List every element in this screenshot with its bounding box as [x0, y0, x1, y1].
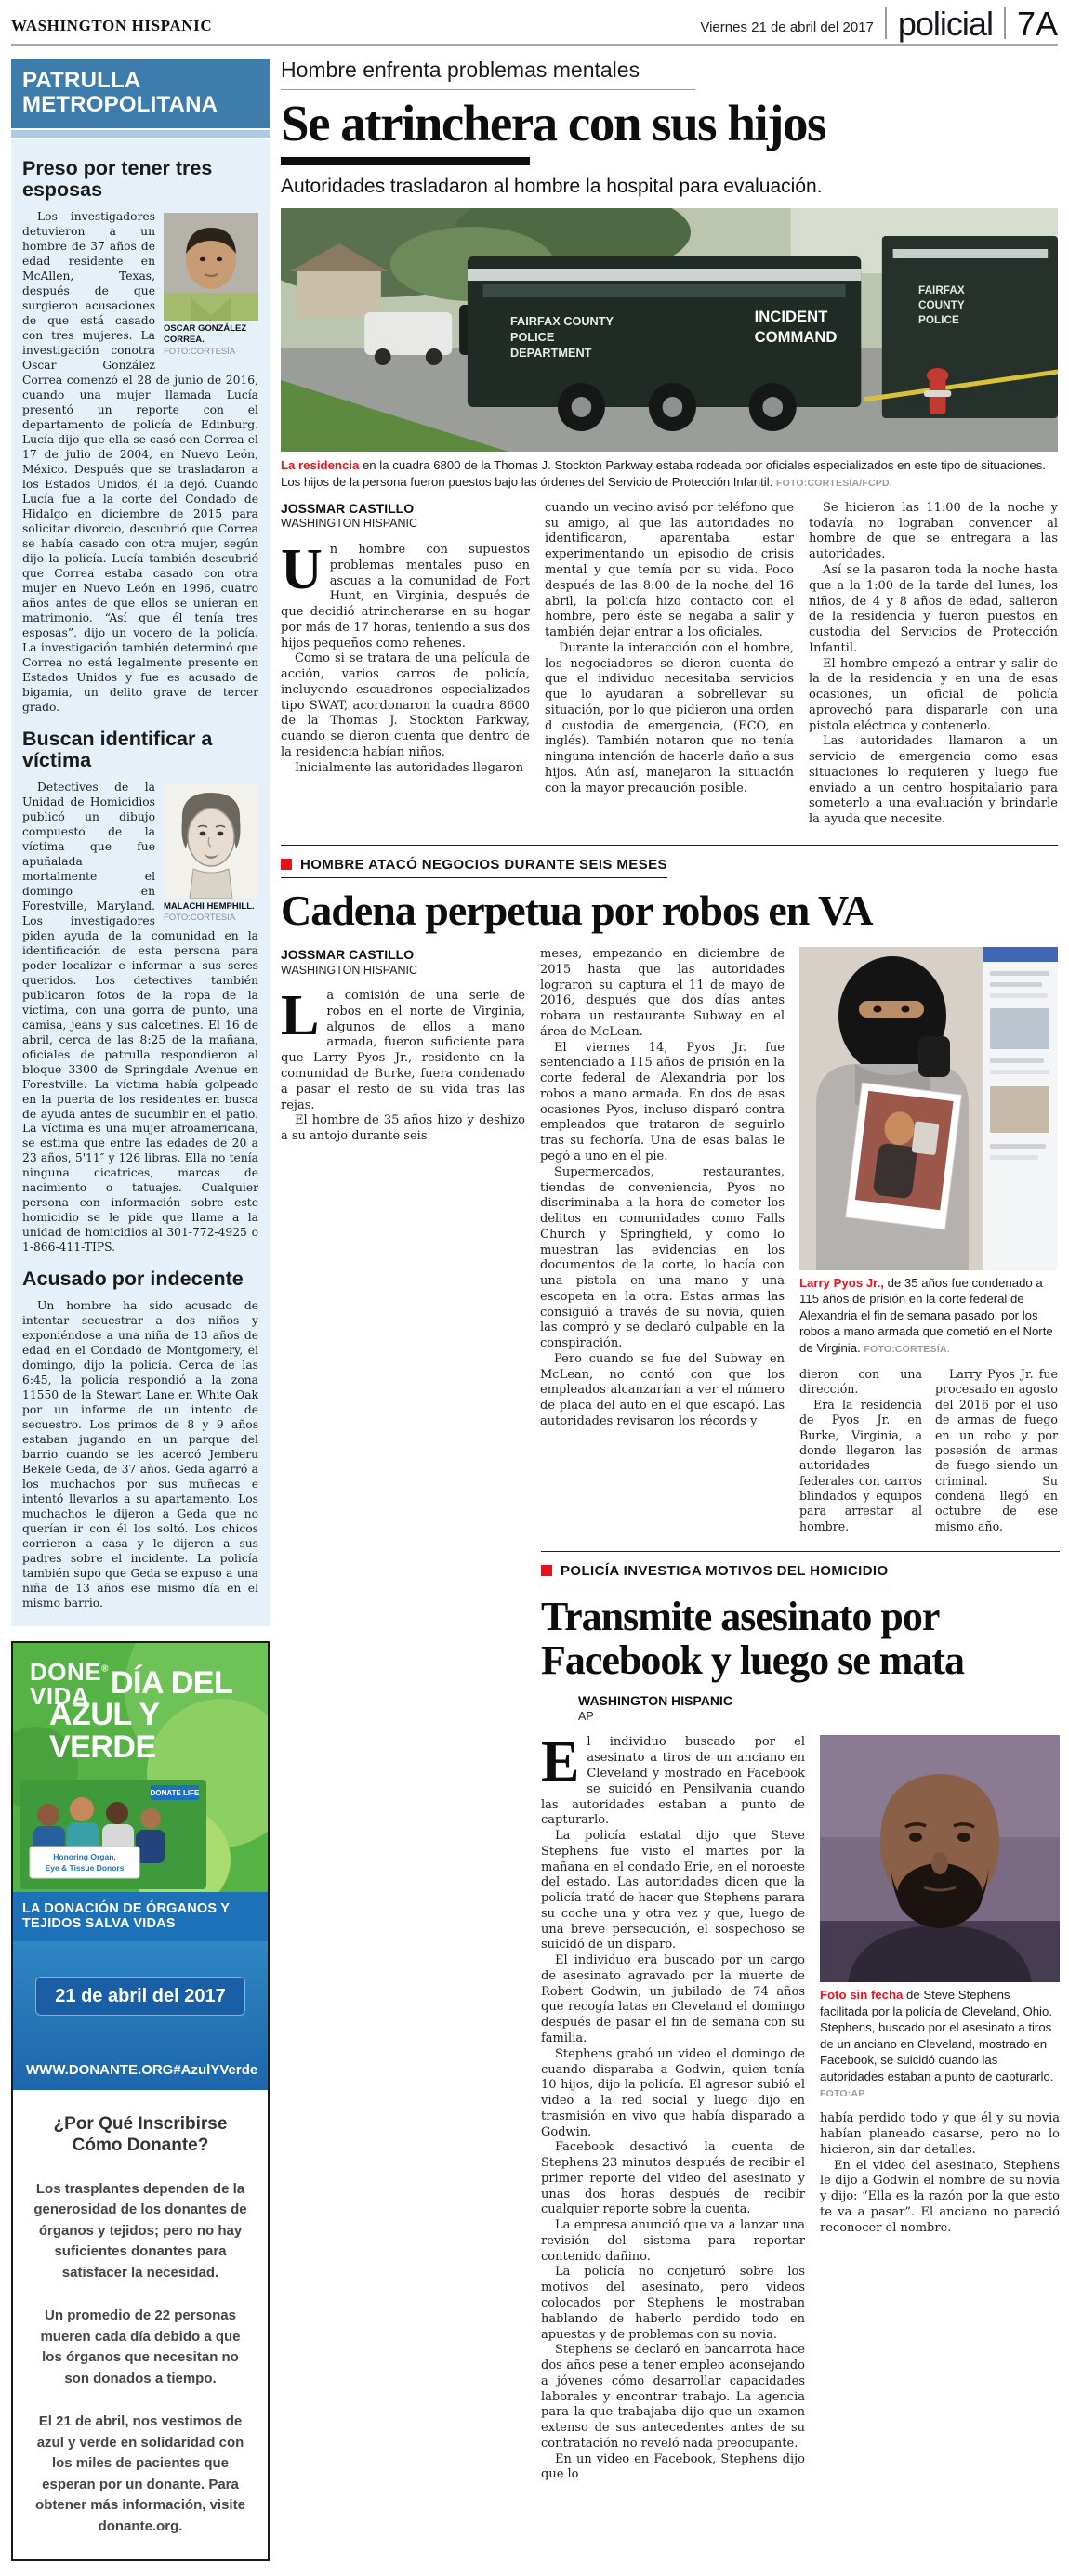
story2-byline [281, 947, 525, 978]
red-square-icon [281, 859, 292, 870]
masthead-divider [1004, 7, 1006, 39]
body-paragraph: Se hicieron las 11:00 de la noche y todavía no lograban convencer al hombre de que se entregara a las autoridades. [809, 500, 1058, 562]
body-paragraph: había perdido todo y que él y su novia habían planeado casarse, pero no lo hicieron, sin dar detalles. [820, 2111, 1060, 2157]
rail-strip [11, 130, 270, 138]
banner-text-line1: Honoring Organ, [53, 1851, 116, 1861]
incident-command-illustration [281, 208, 1058, 452]
story1-caption [281, 457, 1058, 490]
story3-right-column [820, 1735, 1060, 2483]
story1-kicker: Hombre enfrenta problemas mentales [281, 59, 695, 90]
body-paragraph: Las autoridades llamaron a un servicio de emergencia como esas situaciones lo requieren y luego fue enviado a un centro hospitalario para someterlo a una evaluación y brindarle la ayuda que necesite. [809, 734, 1058, 827]
byline-author: WASHINGTON HISPANIC [578, 1693, 732, 1709]
story2-kicker [281, 858, 667, 878]
body-paragraph: Inicialmente las autoridades llegaron [295, 760, 524, 775]
caption-lead: Foto sin fecha [820, 1988, 904, 2003]
red-square-icon [541, 1565, 552, 1576]
pyos-illustration [799, 947, 1058, 1270]
caption-lead: La residencia [281, 458, 360, 473]
body-paragraph: La empresa anunció que va a lanzar una revisión del sistema para reportar contenido dañino. [541, 2218, 805, 2264]
left-rail [11, 59, 270, 2561]
story1-byline [281, 501, 530, 532]
caption-text: de Steve Stephens facilitada por la policía de Cleveland, Ohio. Stephens, buscado por el asesinato a tiros de un anciano en Cleveland, mostrado en Facebook, se suicidó cuando las autoridades estaban a punto de capturarlo. [820, 1988, 1054, 2083]
ad-title-line1: DÍA DEL [111, 1664, 233, 1701]
body-paragraph: Stephens se declaró en bancarrota hace dos años pese a tener empleo aconsejando a jóvenes cómo desarrollar capacidades laborales y encontrar trabajo. La agencia para la que trabajaba dijo que un examen extenso de sus antecedentes antes de su contratación no reveló nada preocupante. [541, 2343, 805, 2451]
body-paragraph: Supermercados, restaurantes, tiendas de conveniencia, Pyos no discriminaba a la hora de cometer los delitos en comunidades como Falls Church y Springfield, y como lo muestran las evidencias en los documentos de la corte, lo hacía con una pistola en una mano y una escopeta en la otra. Estas armas las consiguió a través de su novia, quien las compró y se declaró culpable en la conspiración. [540, 1164, 785, 1351]
ad-people-photo [20, 1780, 206, 1892]
body-paragraph: En el video del asesinato, Stephens le dijo a Godwin el nombre de su novia y dijo: “Ella es la razón por la que esto te va a pasar”. El anciano no pareció reconocer el nombre. [820, 2158, 1060, 2235]
logo-line1: DONE [30, 1657, 102, 1686]
body-paragraph: La policía no conjeturó sobre los motivos del asesinato, pero videos colocados por Stephens le mostraban hablando de haberlo perdido todo en apuestas y de problemas con su novia. [541, 2265, 805, 2342]
rail-story-text: Detectives de la Unidad de Homicidios publicó un dibujo compuesto de la víctima que fue apuñalada mortalmente el domingo en Forestville, Maryland. Los investigadores piden ayuda de la comunidad en la identificación de esta persona para poder localizar e informar a sus seres queridos. Los detectives también publicaron fotos de la ropa de la víctima, con una gorra de punto, una camisa, jeans y sus calcetines. El 16 de abril, cerca de las 8:25 de la mañana, oficiales de patrulla respondieron al bloque 3300 de Springdale Avenue en Forestville. La víctima había golpeado en la puerta de los residentes en busca de ayuda antes de sucumbir en el patio. La víctima es una mujer afroamericana, se estima que entre las edades de 20 a 23 años, 5'11″ y 126 libras. Ella no tenía ninguna cicatrices, marcas de nacimiento o tatuajes. Cualquier persona con información sobre este homicidio se le pide que llame a la unidad de homicidios al 301-772-4925 o 1-866-411-TIPS. [22, 780, 258, 1255]
story1-col1 [281, 501, 530, 828]
body-paragraph: Un hombre con supuestos problemas mentales puso en ascuas a la comunidad de Fort Hunt, en Virginia, después de que decidió atrincherarse en su hogar por más de 17 horas, teniendo a sus dos hijos pequeños como rehenes. [281, 538, 530, 651]
story2-body [281, 947, 1058, 1534]
body-paragraph: Durante la interacción con el hombre, los negociadores se dieron cuenta de que el individuo necesitaba servicios que lo ayudaran a sobrellevar su situación, por lo que pidieron una orden d custodia de emergencia, (ECO, en inglés). También notaron que no tenía ninguna intención de hacerle daño a sus hijos. Aún así, manejaron la situación con la mayor precaución posible. [545, 640, 794, 795]
logo-line2: VIDA [30, 1681, 90, 1710]
story2-headline: Cadena perpetua por robos en VA [281, 887, 873, 935]
ad-hashtag: #AzulYVerde [173, 2062, 258, 2078]
rail-title-line1: PATRULLA [22, 68, 141, 93]
rail-panel [11, 139, 270, 1626]
story3-body [541, 1730, 1060, 2483]
caption-text: en la cuadra 6800 de la Thomas J. Stockton Parkway estaba rodeada por oficiales especializados en este tipo de situaciones. Los hijos de la persona fueron puestos bajo las órdenes del Servicio de Protección Infantil. [281, 458, 1047, 489]
rail-title [11, 59, 270, 128]
caption-text: de 35 años fue condenado a 115 años de prisión en la corte federal de Alexandria el fin de semana pasado, por los robos a mano armada que cometió en el Norte de Virginia. [799, 1276, 1053, 1355]
people-illustration [20, 1780, 206, 1889]
story3-headline: Transmite asesinato por Facebook y luego se mata [541, 1594, 965, 1683]
body-paragraph: Era la residencia de Pyos Jr. en Burke, Virginia, a donde llegaron las autoridades federales con carros blindados y equipos para arrestar al hombre. [799, 1397, 922, 1533]
ad-paragraph: Los trasplantes dependen de la generosidad de los donantes de órganos y tejidos; pero no hay suficientes donantes para satisfacer la necesidad. [33, 2180, 247, 2280]
registered-mark: ® [101, 1663, 109, 1674]
rail-story-identify-victim [22, 729, 258, 1256]
body-paragraph: cuando un vecino avisó por teléfono que su amigo, al que las autoridades no identificaron, aparentaba estar experimentando un episodio de crisis mental y que temía por su vida. Poco después de las 8:00 de la noche del 16 abril, la policía hizo contacto con el hombre, pero éste se negaba a salir y también dejar entrar a los oficiales. [545, 500, 794, 640]
ad-title-line2: AZUL Y VERDE [49, 1697, 159, 1765]
rail-story-headline: Preso por tener tres esposas [22, 156, 213, 202]
story-facebook-murder [541, 1551, 1060, 2483]
story2-kicker-text: HOMBRE ATACÓ NEGOCIOS DURANTE SEIS MESES [300, 857, 667, 874]
story1-col3 [809, 501, 1058, 828]
story3-kicker [541, 1564, 889, 1584]
stephens-illustration [820, 1735, 1060, 1982]
stephens-photo [820, 1735, 1060, 1982]
section-name: policial [897, 5, 993, 44]
body-paragraph: El hombre empezó a entrar y salir de la de la residencia y en una de esas ocasiones, un oficial de policía aprovechó para dispararle con una pistola eléctrica y contenerlo. [809, 656, 1058, 733]
donate-life-ad [11, 1641, 270, 2561]
body-paragraph: En un video en Facebook, Stephens dijo que lo [541, 2451, 805, 2482]
story2-col3b [935, 1367, 1058, 1534]
body-paragraph: dieron con una dirección. [799, 1367, 922, 1397]
story2-col2 [540, 947, 785, 1534]
body-paragraph: Pero cuando se fue del Subway en McLean, no contó con que los empleados alcanzarían a ver el número de placa del auto en el que escapó. Las autoridades revisaron los récords y [540, 1351, 785, 1428]
mugshot-illustration [164, 213, 258, 321]
story2-col1 [281, 947, 525, 1534]
sketch-caption: MALACHI HEMPHILL. [164, 900, 255, 912]
story-barricade [281, 59, 1058, 828]
byline-organization: WASHINGTON HISPANIC [281, 517, 418, 531]
sketch-illustration [164, 783, 258, 899]
headline-underline-bar [281, 157, 530, 165]
donate-life-flag: DONATE LIFE [150, 1788, 200, 1797]
photo-credit: FOTO:AP [820, 2087, 865, 2099]
body-paragraph: Larry Pyos Jr. fue procesado en agosto del 2016 por el uso de armas de fuego en un robo y por posesión de armas de fuego siendo un criminal. Su condena llegó en octubre de ese mismo año. [935, 1367, 1058, 1533]
body-paragraph: El viernes 14, Pyos Jr. fue sentenciado a 115 años de prisión en la corte federal de Alexandria por los robos a mano armada. En dos de esas ocasiones Pyos, incluso disparó contra empleados que trataron de seguirlo tras su fechoría. Una de esas balas le pegó a uno en el pie. [540, 1040, 785, 1163]
issue-date: Viernes 21 de abril del 2017 [700, 20, 874, 35]
ad-copy-section [13, 2090, 268, 2559]
right-truck-label2: COUNTY [918, 297, 965, 312]
body-paragraph: meses, empezando en diciembre de 2015 hasta que las autoridades lograron su captura el 11 de mayo de 2016, después que dos días antes robara un restaurante Subway en el área de McLean. [540, 947, 785, 1039]
pyos-photo [799, 947, 1058, 1270]
masthead-divider [885, 7, 887, 39]
mugshot-caption: OSCAR GONZÁLEZ CORREA. [164, 323, 247, 346]
story3-caption [820, 1987, 1060, 2100]
story1-body [281, 501, 1058, 828]
masthead-rule [11, 44, 1058, 46]
mugshot-credit: FOTO:CORTESÍA [164, 346, 236, 357]
body-paragraph: Así se la pasaron toda la noche hasta que a la 1:00 de la tarde del lunes, los niños, de 4 y 8 años de edad, salieron de la residencia y fueron puestos en custodia del Servicios de Protección Infantil. [809, 563, 1058, 655]
mugshot-photo [164, 213, 258, 358]
sketch-credit: FOTO:CORTESÍA [164, 913, 236, 924]
truck-label-line2: POLICE [509, 329, 555, 345]
ad-website: WWW.DONANTE.ORG [26, 2062, 174, 2078]
photo-credit: FOTO:CORTESÍA/FCPD. [775, 477, 892, 489]
rail-story-headline: Buscan identificar a víctima [22, 727, 213, 772]
story2-caption [799, 1275, 1058, 1356]
ad-paragraph: El 21 de abril, nos vestimos de azul y verde en solidaridad con los miles de pacientes que esperan por un donante. Para obtener más información, visite donante.org. [35, 2413, 245, 2534]
story2-col3a [799, 1367, 922, 1534]
truck-label-line3: DEPARTMENT [509, 345, 592, 361]
story2-continuation [799, 1367, 1058, 1534]
body-paragraph: Facebook desactivó la cuenta de Stephens 23 minutos después de recibir el primer reporte del video del asesinato y unas dos horas después de recibir cualquier reporte sobre la cuenta. [541, 2140, 805, 2217]
story2-col3 [799, 947, 1058, 1534]
incident-label-line2: COMMAND [754, 327, 838, 347]
photo-credit: FOTO:CORTESÍA. [864, 1343, 950, 1355]
byline-organization: WASHINGTON HISPANIC [281, 963, 418, 977]
body-paragraph: El hombre de 35 años hizo y deshizo a su antojo durante seis [281, 1113, 525, 1144]
incident-command-photo [281, 208, 1058, 452]
story1-headline: Se atrinchera con sus hijos [281, 95, 825, 151]
rail-story-indecent [22, 1268, 258, 1610]
banner-text-line2: Eye & Tissue Donors [45, 1862, 125, 1873]
ad-blue-section [13, 1941, 268, 2090]
story-robberies [281, 857, 1058, 1534]
section-divider [541, 1551, 1060, 1552]
rail-story-text: Los investigadores detuvieron a un hombre de 37 años de edad residente en McAllen, Texas, después de que surgieron acusaciones de que está casado con tres mujeres. La investigación conotra Oscar González Correa comenzó el 28 de junio de 2016, cuando una mujer llamada Lucía presentó un reporte con el departamento de policía de Edinburg. Lucía dijo que ella se casó con Correa el 17 de julio de 2004, en Nuevo León, México. Después que se trasladaron a los Estados Unidos, él la dejó. Cuando Lucía fue a la corte del Condado de Hidalgo en diciembre de 2015 para solicitar divorcio, descubrió que Correa se había casado con otra mujer, según dijo la policía. Lucía también descubrió que Correa estaba casado con otra mujer en Nuevo León en 1996, cuatro años antes de que ellos se unieran en matrimonio. “Así que él tenía tres esposas”, dijo un vocero de la policía. La investigación también determinó que Correa no está legalmente presente en Estados Unidos y fue es acusado de bigamia, un delito grave de tercer grado. [22, 210, 258, 714]
main-column [281, 59, 1058, 2561]
rail-title-line2: METROPOLITANA [22, 91, 218, 117]
right-truck-label1: FAIRFAX [918, 283, 965, 297]
masthead-right [700, 5, 1058, 44]
incident-label-line1: INCIDENT [754, 307, 828, 326]
section-divider [281, 845, 1058, 846]
byline-author: JOSSMAR CASTILLO [281, 500, 415, 516]
sketch-photo [164, 783, 258, 925]
byline-author: JOSSMAR CASTILLO [281, 947, 415, 963]
ad-date-box: 21 de abril del 2017 [35, 1977, 244, 2016]
rail-story-text: Un hombre ha sido acusado de intentar secuestrar a dos niños y exponiéndose a una niña de 13 años de edad en el Condado de Montgomery, el domingo, dijo la policía. Cerca de las 6:45, la policía respondió a la zona 11550 de la Stewart Lane en White Oak por un informe de un intento de secuestro. Los primos de 8 y 9 años estaban jugando en un parque del barrio cuando se les acercó Jemberu Bekele Geda, de 37 años. Geda agarró a los muchachos por sus muñecas e intentó llevarlos a su apartamento. Los muchachos le dijeron a Geda que no querían ir con él los soltó. Los chicos corrieron a casa y le dijeron a sus padres sobre el incidente. La policía también supo que Geda se expuso a una niña de 13 años ese mismo día en el mismo barrio. [22, 1298, 258, 1610]
story3-left-column [541, 1730, 805, 2483]
ad-paragraph: Un promedio de 22 personas mueren cada día debido a que los órganos que necesitan no son donados a tiempo. [40, 2307, 241, 2386]
page-number: 7A [1016, 5, 1058, 44]
right-truck-label3: POLICE [918, 312, 959, 327]
body-paragraph: Stephens grabó un video el domingo de cuando disparaba a Godwin, quien tenía 10 hijos, dijo la policía. El agresor subió el video a la red social y luego dijo en trasmisión en vivo que había disparado a Godwin. [541, 2046, 805, 2139]
ad-why-title: ¿Por Qué Inscribirse Cómo Donante? [53, 2114, 228, 2155]
caption-lead: Larry Pyos Jr., [799, 1276, 884, 1291]
rail-story-headline: Acusado por indecente [22, 1268, 244, 1291]
story1-col2 [545, 501, 794, 828]
body-paragraph: Como si se tratara de una película de acción, varios carros de policía, incluyendo escuadrones especializados tipo SWAT, acordonaron la cuadra 8600 de la Thomas J. Stockton Parkway, cuando se dieron cuenta que dentro de la residencia habían niños. [281, 651, 530, 760]
body-paragraph: La policía estatal dijo que Steve Stephens fue visto el martes por la mañana en el condado Erie, en el noroeste del estado. Las autoridades dicen que la policía trató de hacer que Stephens parara su coche una y otra vez y que, luego de una breve persecución, el sospechoso se suicidó de un disparo. [541, 1829, 805, 1952]
ad-banner-text: LA DONACIÓN DE ÓRGANOS Y TEJIDOS SALVA VIDAS [13, 1892, 268, 1941]
ad-green-section [13, 1643, 268, 1892]
story3-kicker-text: POLICÍA INVESTIGA MOTIVOS DEL HOMICIDIO [561, 1563, 889, 1580]
body-paragraph: El individuo buscado por el asesinato a tiros de un anciano en Cleveland y mostrado en Facebook se suicidó en Pensilvania cuando las autoridades estaban a punto de capturarlo. [541, 1730, 805, 1828]
byline-organization: AP [578, 1709, 594, 1723]
story1-subhead: Autoridades trasladaron al hombre la hospital para evaluación. [281, 176, 823, 197]
truck-label-line1: FAIRFAX COUNTY [509, 313, 614, 329]
ad-footer-row [26, 2062, 258, 2078]
rail-story-three-wives [22, 158, 258, 716]
paper-name: WASHINGTON HISPANIC [11, 17, 213, 34]
body-paragraph: El individuo era buscado por un cargo de asesinato agravado por la muerte de Robert Godwin, un jubilado de 74 años que recogía latas en Cleveland el domingo después de pasar el fin de semana con su familia. [541, 1953, 805, 2045]
masthead [11, 5, 1058, 44]
story3-byline [578, 1693, 1060, 1724]
body-paragraph: La comisión de una serie de robos en el norte de Virginia, algunos de ellos a mano armada, fueron suficiente para que Larry Pyos Jr., residente en la comunidad de Burke, fuera condenado a pasar el resto de su vida tras las rejas. [281, 984, 525, 1112]
